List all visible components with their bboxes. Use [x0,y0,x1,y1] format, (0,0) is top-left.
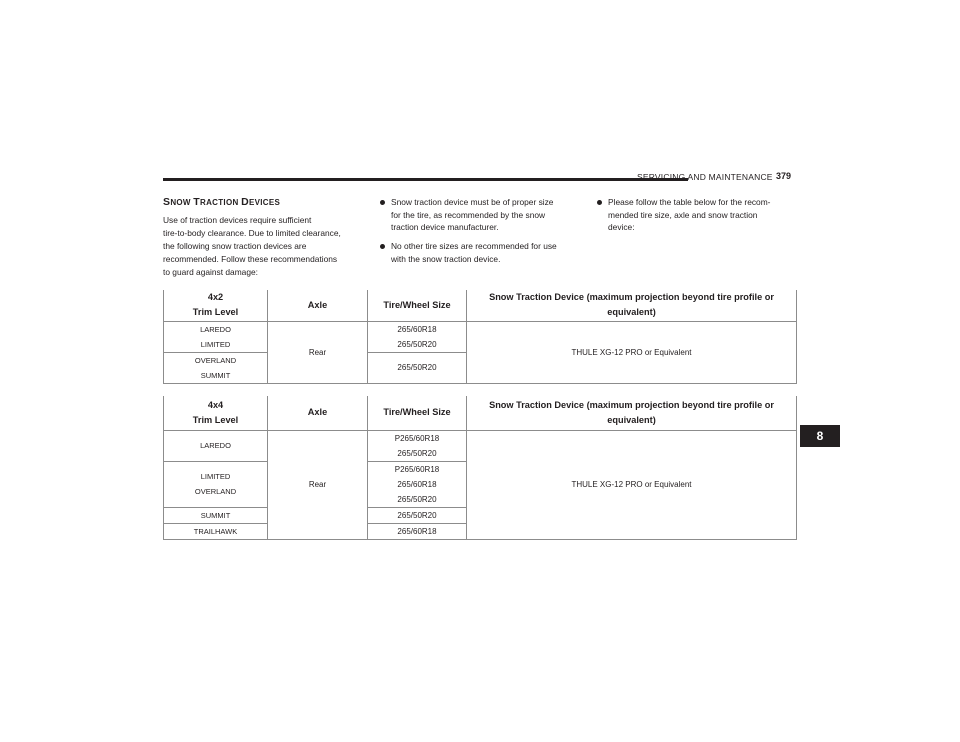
tire-cell: P265/60R18 265/60R18 265/50R20 [368,461,467,507]
header-trim-level: 4x2 Trim Level [164,290,268,321]
trim-cell: TRAILHAWK [164,523,268,539]
table-4x2 [163,290,797,384]
trim-cell: LAREDO [164,430,268,461]
section-heading: SNOW TRACTION DEVICES [163,196,281,208]
tire-cell: 265/50R20 [368,507,467,523]
table-row [164,321,797,352]
header-snow-traction-device: Snow Traction Device (maximum projection beyond tire profile or equivalent) [467,290,797,321]
tire-cell: 265/50R20 [368,352,467,383]
table-4x4 [163,396,797,540]
trim-cell: SUMMIT [164,507,268,523]
axle-cell: Rear [268,321,368,383]
trim-cell: OVERLAND SUMMIT [164,352,268,383]
bullet-item: No other tire sizes are recommended for use with the snow traction device. [380,240,590,265]
header-snow-traction-device: Snow Traction Device (maximum projection beyond tire profile or equivalent) [467,396,797,430]
tire-cell: P265/60R18 265/50R20 [368,430,467,461]
header-section-title: SERVICING AND MAINTENANCE [637,172,773,182]
header-tire-wheel-size: Tire/Wheel Size [368,396,467,430]
table-header-row [164,290,797,321]
device-cell: THULE XG-12 PRO or Equivalent [467,321,797,383]
bullet-item: Snow traction device must be of proper size for the tire, as recommended by the snow traction device manufacturer. [380,196,590,234]
bullet-icon [380,244,385,249]
bullet-icon [380,200,385,205]
trim-cell: LIMITED OVERLAND [164,461,268,507]
header-rule [163,178,688,181]
axle-cell: Rear [268,430,368,539]
bullet-item: Please follow the table below for the recom- mended tire size, axle and snow traction device: [597,196,807,234]
table-row [164,430,797,461]
table-header-row [164,396,797,430]
tire-cell: 265/60R18 265/50R20 [368,321,467,352]
page-number: 379 [776,171,792,181]
header-axle: Axle [268,396,368,430]
header-tire-wheel-size: Tire/Wheel Size [368,290,467,321]
trim-cell: LAREDO LIMITED [164,321,268,352]
chapter-tab: 8 [800,425,840,447]
device-cell: THULE XG-12 PRO or Equivalent [467,430,797,539]
intro-paragraph: Use of traction devices require sufficient tire-to-body clearance. Due to limited clearance, the following snow traction devices are recommended. Follow these recommendations to guard against damage: [163,215,341,277]
header-trim-level: 4x4 Trim Level [164,396,268,430]
bullet-icon [597,200,602,205]
tire-cell: 265/60R18 [368,523,467,539]
header-axle: Axle [268,290,368,321]
